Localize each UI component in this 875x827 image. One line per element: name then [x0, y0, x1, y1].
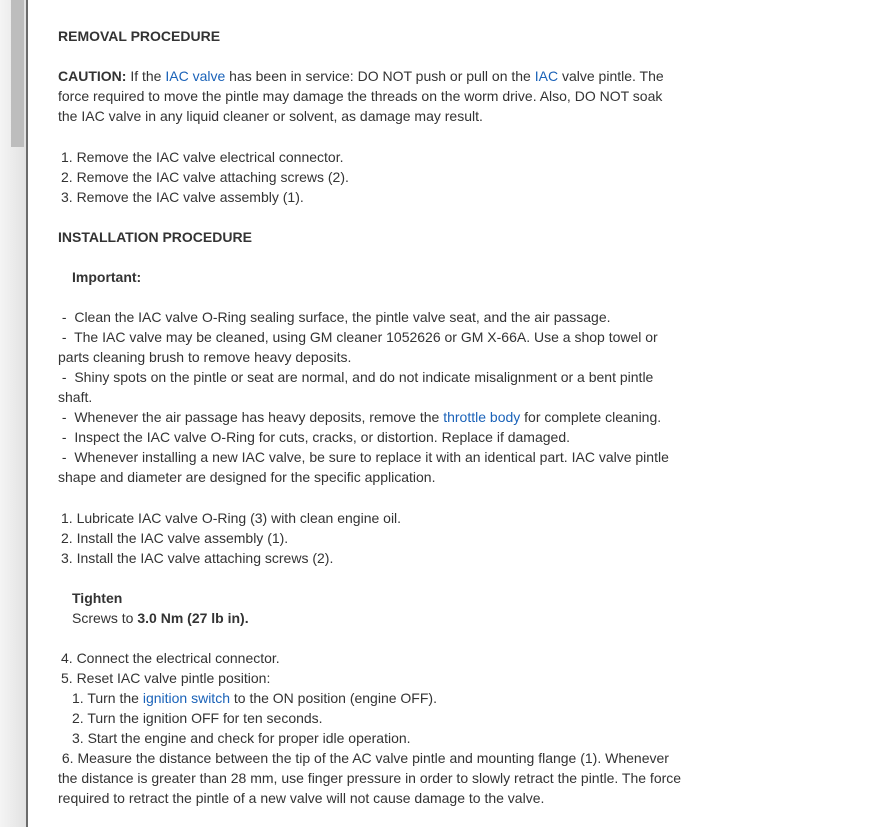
- iac-link[interactable]: IAC: [534, 68, 559, 85]
- sub-step: 2. Turn the ignition OFF for ten seconds.: [72, 710, 323, 727]
- ignition-switch-link[interactable]: ignition switch: [142, 690, 230, 707]
- removal-heading: REMOVAL PROCEDURE: [58, 28, 221, 44]
- sub-step-text: 1. Turn the: [72, 690, 143, 707]
- install-step: 1. Lubricate IAC valve O-Ring (3) with clean engine oil.: [61, 509, 402, 526]
- sub-step: 3. Start the engine and check for proper idle operation.: [72, 730, 411, 747]
- install-step: 3. Install the IAC valve attaching screws (2).: [61, 549, 334, 566]
- tighten-prefix: Screws to: [72, 610, 138, 627]
- scrollbar-thumb[interactable]: [11, 0, 24, 147]
- install-step: 4. Connect the electrical connector.: [61, 650, 280, 667]
- tighten-label: Tighten: [72, 590, 123, 607]
- caution-label: CAUTION:: [58, 68, 127, 85]
- removal-step: 3. Remove the IAC valve assembly (1).: [61, 188, 304, 205]
- install-step: 6. Measure the distance between the tip of the AC valve pintle and mounting flange (1). Whenever the distance is greater than 28 mm, use finger pressure in order to slowly retract the pintle. The force required to retract the pintle of a new valve will not cause damage to the valve.: [58, 750, 685, 807]
- important-bullet: - Shiny spots on the pintle or seat are normal, and do not indicate misalignment or a bent pintle shaft.: [58, 369, 658, 406]
- installation-heading: INSTALLATION PROCEDURE: [58, 228, 252, 245]
- bullet-text: for complete cleaning.: [520, 409, 662, 426]
- important-bullet: - Inspect the IAC valve O-Ring for cuts, cracks, or distortion. Replace if damaged.: [58, 429, 570, 446]
- bullet-text: - Whenever the air passage has heavy deposits, remove the: [58, 409, 444, 426]
- important-bullet: [58, 407, 683, 427]
- sub-step-text: to the ON position (engine OFF).: [229, 690, 437, 707]
- caution-text: If the: [126, 68, 166, 85]
- important-bullet: - The IAC valve may be cleaned, using GM cleaner 1052626 or GM X-66A. Use a shop towel or parts cleaning brush to remove heavy deposits.: [58, 329, 662, 366]
- throttle-body-link[interactable]: throttle body: [443, 409, 521, 426]
- caution-text: valve pintle. The force required to move the pintle may damage the threads on the worm drive. Also, DO NOT soak the IAC valve in any liquid cleaner or solvent, as damage may result.: [58, 68, 664, 125]
- document-content: [58, 26, 683, 808]
- install-step: 2. Install the IAC valve assembly (1).: [61, 529, 289, 546]
- install-step: 5. Reset IAC valve pintle position:: [61, 670, 271, 687]
- removal-step: 2. Remove the IAC valve attaching screws (2).: [61, 168, 349, 185]
- removal-step: 1. Remove the IAC valve electrical connector.: [61, 148, 344, 165]
- caution-paragraph: [58, 66, 683, 126]
- panel-border: [26, 0, 28, 827]
- torque-value: 3.0 Nm (27 lb in).: [137, 610, 249, 627]
- important-bullet: - Clean the IAC valve O-Ring sealing surface, the pintle valve seat, and the air passage.: [58, 309, 611, 326]
- caution-text: has been in service: DO NOT push or pull on the: [225, 68, 535, 85]
- important-label: Important:: [72, 269, 142, 286]
- tighten-spec: [58, 608, 683, 628]
- important-bullet: - Whenever installing a new IAC valve, be sure to replace it with an identical part. IAC valve pintle shape and diameter are designed for the specific application.: [58, 449, 673, 486]
- iac-valve-link[interactable]: IAC valve: [165, 68, 226, 85]
- sub-step: [58, 688, 683, 708]
